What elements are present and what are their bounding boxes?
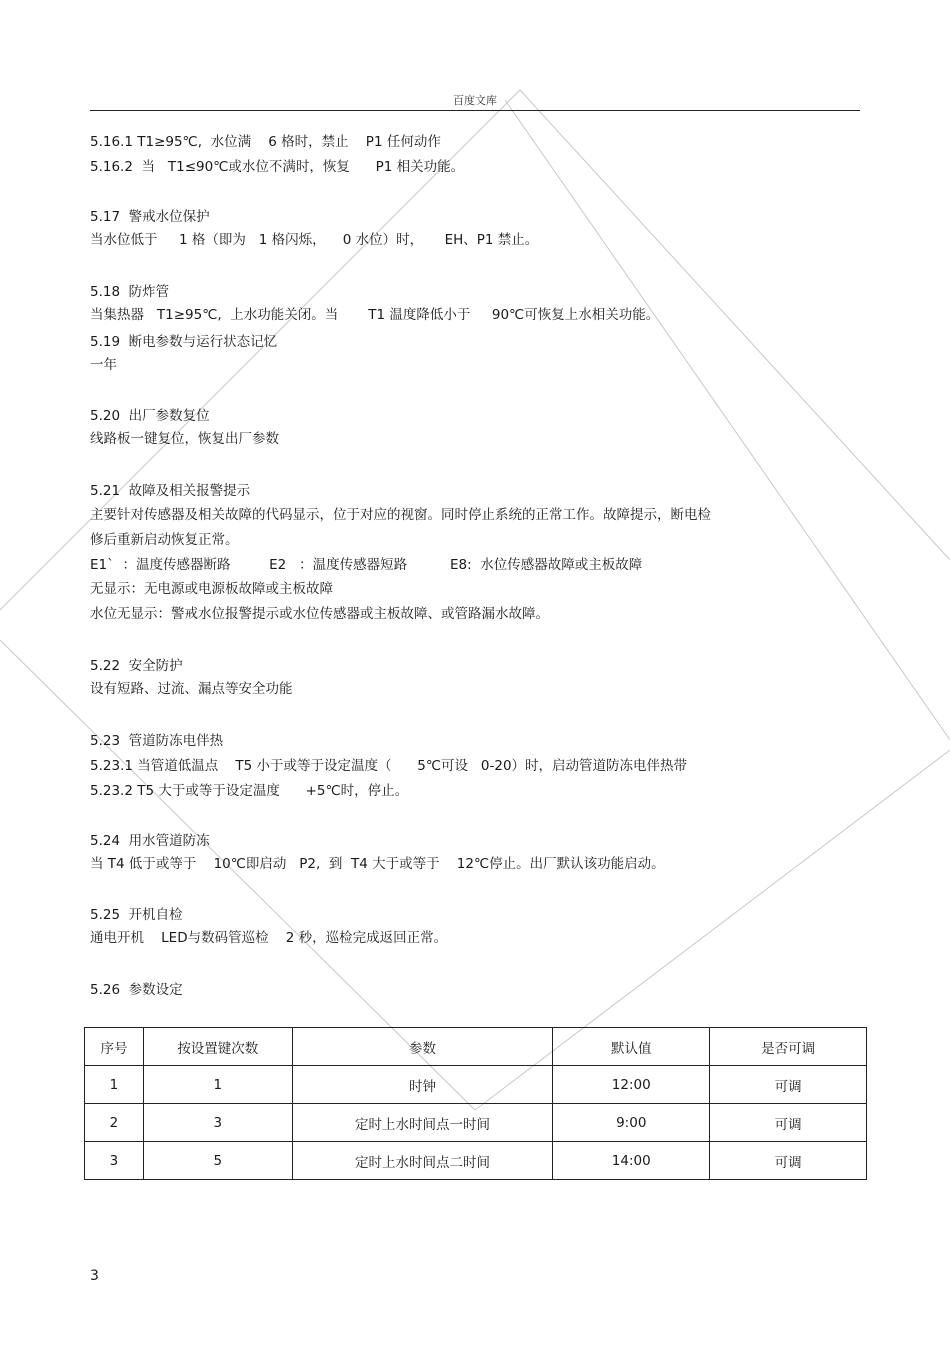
text-line: 线路板一键复位，恢复出厂参数: [90, 431, 279, 447]
text-line: 5.16.1 T1≥95℃, 水位满 6 格时，禁止 P1 任何动作: [90, 134, 441, 150]
table-cell: 定时上水时间点二时间: [292, 1142, 553, 1180]
text-line: 一年: [90, 357, 117, 373]
table-cell: 可调: [710, 1066, 867, 1104]
section-heading: 5.25 开机自检: [90, 907, 183, 923]
table-cell: 3: [85, 1142, 144, 1180]
table-cell: 定时上水时间点一时间: [292, 1104, 553, 1142]
table-cell: 可调: [710, 1142, 867, 1180]
section-heading: 5.22 安全防护: [90, 658, 183, 674]
header-divider: [90, 110, 860, 111]
text-line: E1` ：温度传感器断路 E2 ：温度传感器短路 E8: 水位传感器故障或主板故障: [90, 557, 643, 573]
text-line: 水位无显示：警戒水位报警提示或水位传感器或主板故障、或管路漏水故障。: [90, 606, 549, 622]
table-cell: 时钟: [292, 1066, 553, 1104]
section-heading: 5.17 警戒水位保护: [90, 209, 210, 225]
section-heading: 5.20 出厂参数复位: [90, 408, 210, 424]
table-header-row: [85, 1028, 867, 1066]
table-row: [85, 1066, 867, 1104]
text-line: 设有短路、过流、漏点等安全功能: [90, 681, 293, 697]
header-title: 百度文库: [453, 94, 497, 107]
text-line: 通电开机 LED与数码管巡检 2 秒，巡检完成返回正常。: [90, 930, 448, 946]
section-heading: 5.19 断电参数与运行状态记忆: [90, 334, 278, 350]
text-line: 主要针对传感器及相关故障的代码显示，位于对应的视窗。同时停止系统的正常工作。故障提示，断电检: [90, 507, 711, 523]
table-cell: 1: [143, 1066, 292, 1104]
text-line: 5.23.1 当管道低温点 T5 小于或等于设定温度（ 5℃可设 0-20）时，启动管道防冻电伴热带: [90, 758, 688, 774]
section-heading: 5.18 防炸管: [90, 284, 170, 300]
table-cell: 可调: [710, 1104, 867, 1142]
section-heading: 5.21 故障及相关报警提示: [90, 483, 251, 499]
text-line: 当水位低于 1 格（即为 1 格闪烁， 0 水位）时， EH、P1 禁止。: [90, 232, 539, 248]
text-line: 修后重新启动恢复正常。: [90, 532, 239, 548]
header-cell: 默认值: [553, 1028, 710, 1066]
text-line: 5.16.2 当 T1≤90℃或水位不满时，恢复 P1 相关功能。: [90, 159, 465, 175]
parameter-table: [84, 1027, 867, 1180]
table-cell: 1: [85, 1066, 144, 1104]
section-heading: 5.23 管道防冻电伴热: [90, 733, 224, 749]
text-line: 当集热器 T1≥95℃, 上水功能关闭。当 T1 温度降低小于 90℃可恢复上水相关功能。: [90, 307, 660, 323]
header-cell: 序号: [85, 1028, 144, 1066]
section-heading: 5.26 参数设定: [90, 982, 183, 998]
table-cell: 14:00: [553, 1142, 710, 1180]
text-line: 5.23.2 T5 大于或等于设定温度 +5℃时，停止。: [90, 783, 409, 799]
header-cell: 按设置键次数: [143, 1028, 292, 1066]
table-cell: 2: [85, 1104, 144, 1142]
table-cell: 12:00: [553, 1066, 710, 1104]
table-cell: 5: [143, 1142, 292, 1180]
header-cell: 是否可调: [710, 1028, 867, 1066]
text-line: 无显示：无电源或电源板故障或主板故障: [90, 581, 333, 597]
table-row: [85, 1104, 867, 1142]
table-row: [85, 1142, 867, 1180]
table-cell: 3: [143, 1104, 292, 1142]
text-line: 当 T4 低于或等于 10℃即启动 P2, 到 T4 大于或等于 12℃停止。出厂默认该功能启动。: [90, 856, 665, 872]
page-number: 3: [90, 1268, 99, 1284]
table-cell: 9:00: [553, 1104, 710, 1142]
header-cell: 参数: [292, 1028, 553, 1066]
section-heading: 5.24 用水管道防冻: [90, 833, 210, 849]
